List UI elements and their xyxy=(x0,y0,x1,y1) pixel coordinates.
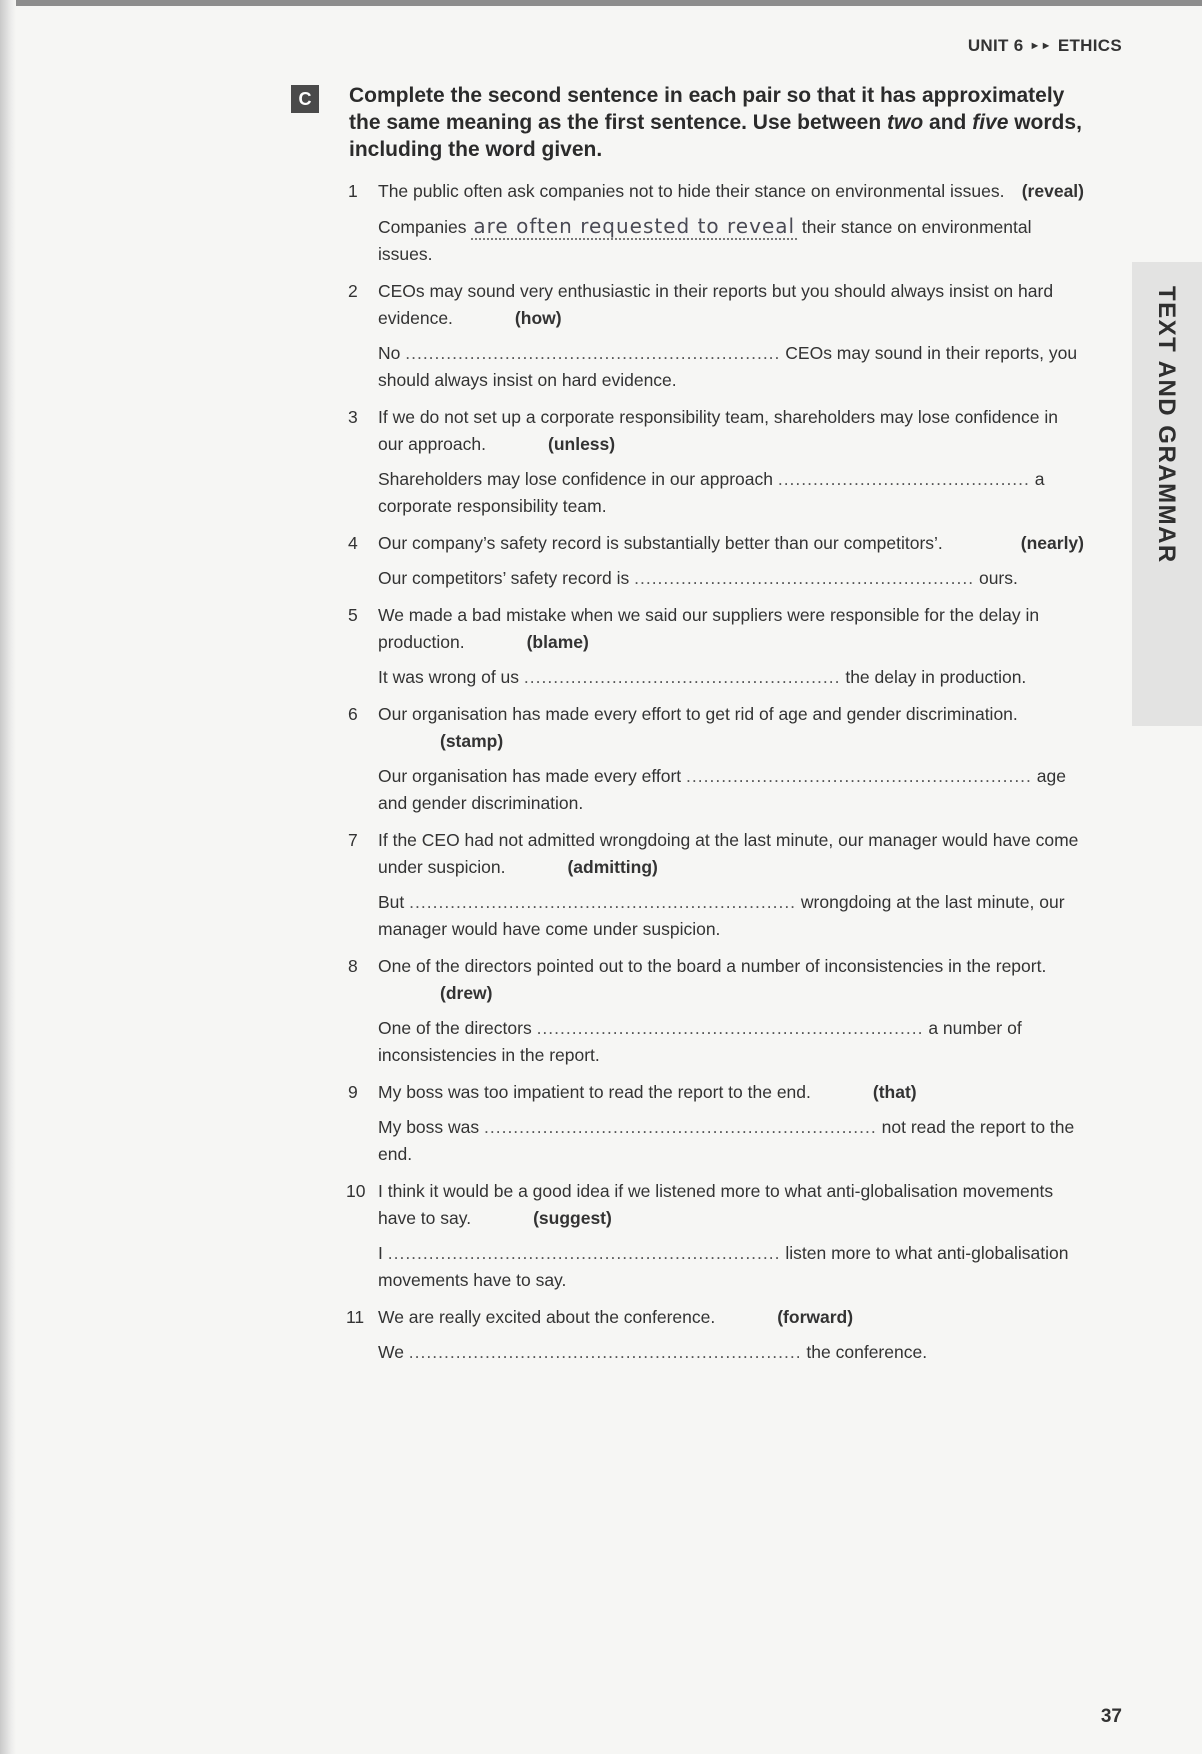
answer-pre: Our competitors’ safety record is xyxy=(378,568,635,588)
running-head xyxy=(968,36,1122,56)
answer-blank[interactable]: ...................................................... xyxy=(523,667,841,687)
answer-post: the delay in production. xyxy=(840,667,1027,687)
answer-post: CEOs may sound in their reports, you should always insist on hard evidence. xyxy=(378,343,1078,390)
prompt-text: If the CEO had not admitted wrongdoing at the last minute, our manager would have come under suspicion. xyxy=(378,830,1079,877)
item-number: 2 xyxy=(348,281,358,301)
item-number: 8 xyxy=(348,956,358,976)
item-prompt xyxy=(378,1178,1084,1232)
answer-pre: No xyxy=(378,343,406,363)
key-word: (unless) xyxy=(548,434,616,454)
exercise-item-4 xyxy=(348,530,1084,592)
key-word: (forward) xyxy=(777,1307,854,1327)
item-number: 5 xyxy=(348,605,358,625)
exercise-item-2 xyxy=(348,278,1084,394)
prompt-text: One of the directors pointed out to the board a number of inconsistencies in the report. xyxy=(378,956,1047,976)
answer-pre: One of the directors xyxy=(378,1018,537,1038)
item-number: 10 xyxy=(346,1181,366,1201)
answer-post: wrongdoing at the last minute, our manager would have come under suspicion. xyxy=(378,892,1065,939)
prompt-text: We are really excited about the conference. xyxy=(378,1307,716,1327)
exercise-item-11 xyxy=(348,1304,1084,1366)
answer-post: a corporate responsibility team. xyxy=(378,469,1045,516)
exercise-list xyxy=(348,178,1084,1376)
answer-pre: Our organisation has made every effort xyxy=(378,766,687,786)
item-answer-line xyxy=(378,1015,1084,1069)
topic-label: ETHICS xyxy=(1057,36,1122,55)
exercise-item-8 xyxy=(348,953,1084,1069)
key-word: (nearly) xyxy=(1020,533,1084,553)
item-prompt xyxy=(378,1304,1084,1331)
answer-pre: I xyxy=(378,1243,388,1263)
item-prompt xyxy=(378,953,1084,1007)
answer-pre: My boss was xyxy=(378,1117,484,1137)
item-answer-line xyxy=(378,466,1084,520)
answer-pre: Companies xyxy=(378,217,472,237)
answer-blank[interactable]: .......................................................... xyxy=(634,568,975,588)
answer-post: a number of inconsistencies in the report. xyxy=(378,1018,1022,1065)
item-answer-line xyxy=(378,664,1084,691)
answer-blank[interactable]: .................................................................. xyxy=(536,1018,924,1038)
instruction-part1: Complete the second sentence in each pair so that it has approximately the same meaning as the first sentence. Use between xyxy=(349,84,1065,134)
answer-post: listen more to what anti-globalisation movements have to say. xyxy=(378,1243,1069,1290)
item-number: 9 xyxy=(348,1082,358,1102)
item-prompt xyxy=(378,278,1084,332)
binding-shadow xyxy=(0,0,16,1754)
prompt-text: We made a bad mistake when we said our suppliers were responsible for the delay in production. xyxy=(378,605,1040,652)
unit-label: UNIT 6 xyxy=(967,36,1024,55)
item-prompt xyxy=(378,178,1084,205)
answer-post: not read the report to the end. xyxy=(378,1117,1075,1164)
key-word: (blame) xyxy=(526,632,589,652)
item-answer-line xyxy=(378,889,1084,943)
double-arrow-icon: ►► xyxy=(1029,40,1052,52)
item-answer-line xyxy=(378,1114,1084,1168)
prompt-text: Our company’s safety record is substantially better than our competitors’. xyxy=(378,533,943,553)
answer-pre: It was wrong of us xyxy=(378,667,524,687)
key-word: (suggest) xyxy=(533,1208,612,1228)
prompt-text: If we do not set up a corporate responsibility team, shareholders may lose confidence in our approach. xyxy=(378,407,1058,454)
exercise-item-1 xyxy=(348,178,1084,268)
answer-blank[interactable]: ........................................................... xyxy=(686,766,1032,786)
answer-post: ours. xyxy=(974,568,1018,588)
item-number: 6 xyxy=(348,704,358,724)
item-answer-line xyxy=(378,763,1084,817)
answer-pre: Shareholders may lose confidence in our approach xyxy=(378,469,778,489)
item-prompt xyxy=(378,827,1084,881)
side-tab-label: TEXT AND GRAMMAR xyxy=(1153,286,1180,564)
item-number: 7 xyxy=(348,830,358,850)
instruction-part2: words, including the word given. xyxy=(349,111,1082,161)
key-word: (that) xyxy=(872,1082,917,1102)
prompt-text: Our organisation has made every effort to get rid of age and gender discrimination. xyxy=(378,704,1018,724)
exercise-item-6 xyxy=(348,701,1084,817)
answer-blank[interactable]: ................................................................... xyxy=(484,1117,877,1137)
item-answer-line xyxy=(378,1240,1084,1294)
answer-blank[interactable]: ........................................... xyxy=(777,469,1030,489)
item-prompt xyxy=(378,530,1084,557)
item-number: 1 xyxy=(348,181,358,201)
answer-pre: But xyxy=(378,892,410,912)
key-word: (how) xyxy=(514,308,562,328)
answer-post: their stance on environmental issues. xyxy=(378,217,1032,264)
instruction-and: and xyxy=(923,111,973,134)
answer-blank[interactable]: ................................................................... xyxy=(387,1243,781,1263)
page-number: 37 xyxy=(1100,1706,1122,1727)
top-rule xyxy=(0,0,1202,6)
prompt-text: I think it would be a good idea if we listened more to what anti-globalisation movements have to say. xyxy=(378,1181,1054,1228)
item-answer-line xyxy=(378,565,1084,592)
answer-post: age and gender discrimination. xyxy=(378,766,1066,813)
prompt-text: The public often ask companies not to hide their stance on environmental issues. xyxy=(378,181,1005,201)
instruction xyxy=(349,82,1089,163)
key-word: (reveal) xyxy=(1021,181,1084,201)
item-prompt xyxy=(378,602,1084,656)
item-number: 11 xyxy=(346,1307,365,1327)
exercise-item-5 xyxy=(348,602,1084,691)
exercise-item-3 xyxy=(348,404,1084,520)
section-badge: C xyxy=(291,85,319,113)
prompt-text: CEOs may sound very enthusiastic in their reports but you should always insist on hard evidence. xyxy=(378,281,1054,328)
exercise-item-9 xyxy=(348,1079,1084,1168)
key-word: (drew) xyxy=(440,983,493,1003)
instruction-two: two xyxy=(887,111,924,134)
answer-blank[interactable]: ................................................................... xyxy=(408,1342,802,1362)
answer-pre: We xyxy=(378,1342,409,1362)
item-prompt xyxy=(378,701,1084,755)
item-answer-line xyxy=(378,1339,1084,1366)
item-number: 3 xyxy=(348,407,358,427)
key-word: (stamp) xyxy=(440,731,504,751)
exercise-item-7 xyxy=(348,827,1084,943)
item-answer-line xyxy=(378,213,1084,268)
answer-post: the conference. xyxy=(801,1342,928,1362)
exercise-item-10 xyxy=(348,1178,1084,1294)
item-answer-line xyxy=(378,340,1084,394)
item-prompt xyxy=(378,1079,1084,1106)
answer-blank[interactable]: .................................................................. xyxy=(409,892,797,912)
prompt-text: My boss was too impatient to read the report to the end. xyxy=(378,1082,811,1102)
handwritten-answer[interactable]: are often requested to reveal xyxy=(473,214,796,238)
item-prompt xyxy=(378,404,1084,458)
instruction-five: five xyxy=(972,111,1009,134)
answer-blank[interactable]: ................................................................ xyxy=(405,343,781,363)
key-word: (admitting) xyxy=(567,857,658,877)
item-number: 4 xyxy=(348,533,358,553)
